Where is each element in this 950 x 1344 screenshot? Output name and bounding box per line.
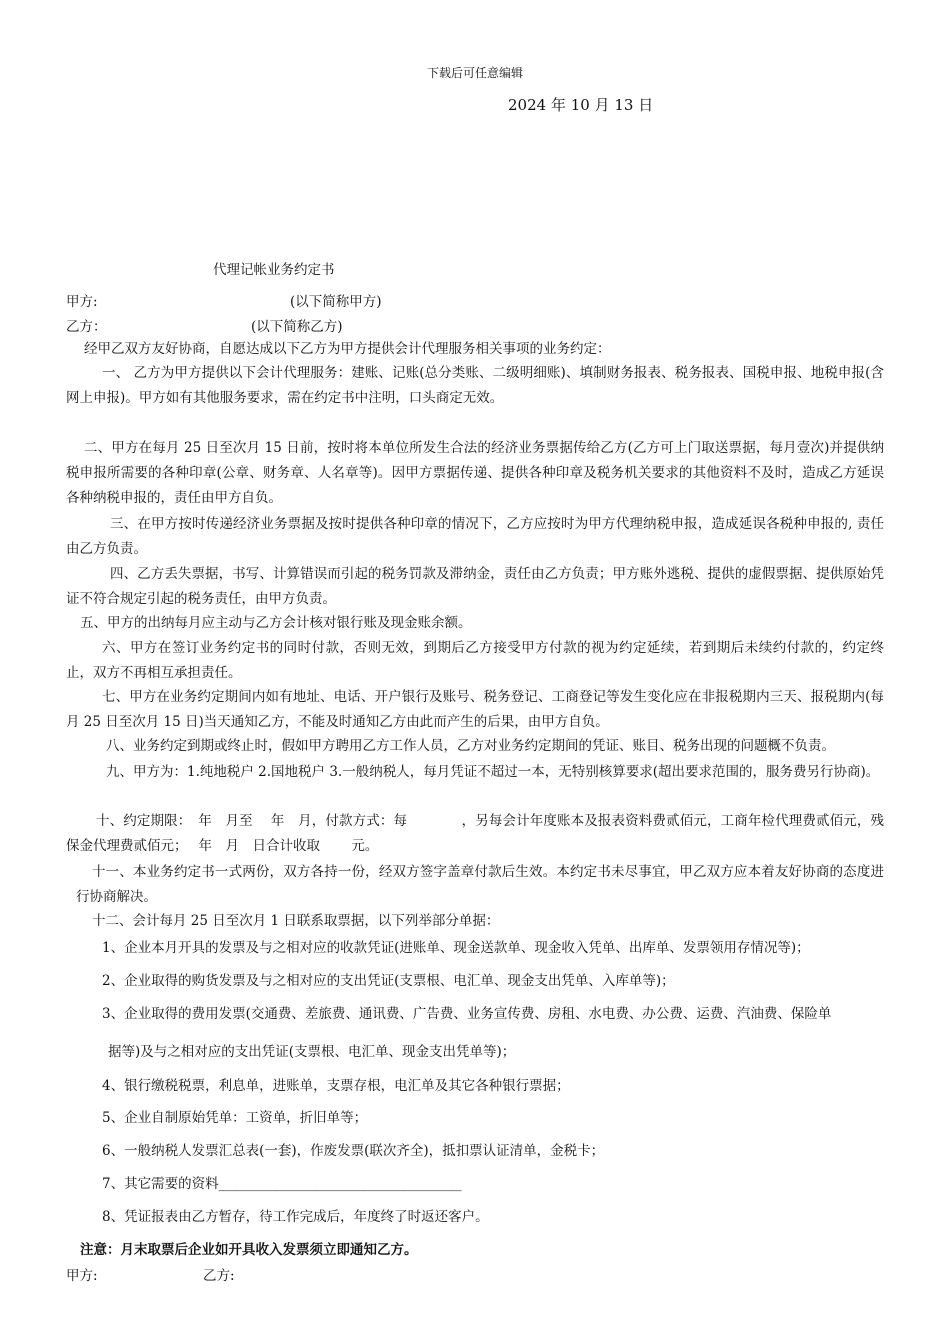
party-b-line <box>66 315 343 335</box>
clause-9: 九、甲方为：1.纯地税户 2.国地税户 3.一般纳税人，每月凭证不超过一本，无特别核算要求(超出要求范围的，服务费另行协商)。 <box>106 764 880 780</box>
party-a-label: 甲方: <box>66 294 98 310</box>
document-item-7: 7、其它需要的资料____________________________________ <box>102 1176 462 1192</box>
document-title: 代理记帐业务约定书 <box>213 262 335 278</box>
document-item-4: 4、银行缴税税票，利息单，进账单，支票存根，电汇单及其它各种银行票据； <box>102 1078 570 1094</box>
intro-paragraph: 经甲乙双方友好协商，自愿达成以下乙方为甲方提供会计代理服务相关事项的业务约定： <box>84 341 611 357</box>
clause-11: 十一、本业务约定书一式两份，双方各持一份，经双方签字盖章付款后生效。本约定书未尽事宜，甲乙双方应本着友好协商的态度进行协商解决。 <box>76 864 884 905</box>
clause-2: 二、甲方在每月 25 日至次月 15 日前，按时将本单位所发生合法的经济业务票据传给乙方(乙方可上门取送票据，每月壹次)并提供纳税申报所需要的各种印章(公章、财务章、人名章等)。因甲方票据传递、提供各种印章及税务机关要求的其他资料不及时，造成乙方延误各种纳税申报的，责任由甲方自负。 <box>66 440 884 506</box>
party-b-suffix: (以下简称乙方) <box>251 319 343 335</box>
header-note: 下载后可任意编辑 <box>426 66 523 80</box>
document-item-8: 8、凭证报表由乙方暂存，待工作完成后，年度终了时返还客户。 <box>102 1209 489 1225</box>
document-item-6: 6、一般纳税人发票汇总表(一套)，作废发票(联次齐全)，抵扣票认证清单，金税卡； <box>102 1143 605 1159</box>
party-a-suffix: (以下简称甲方) <box>290 294 382 310</box>
clause-6: 六、甲方在签订业务约定书的同时付款，否则无效，到期后乙方接受甲方付款的视为约定延续，若到期后未续约付款的，约定终止，双方不再相互承担责任。 <box>66 640 884 681</box>
document-item-3-cont: 据等)及与之相对应的支出凭证(支票根、电汇单、现金支出凭单等)； <box>108 1044 516 1060</box>
signature-party-b: 乙方: <box>203 1268 235 1284</box>
notice-text: 注意：月末取票后企业如开具收入发票须立即通知乙方。 <box>80 1242 418 1258</box>
clause-5: 五、甲方的出纳每月应主动与乙方会计核对银行账及现金账余额。 <box>80 615 472 631</box>
party-b-label: 乙方： <box>66 319 107 335</box>
party-a-line <box>66 290 382 310</box>
document-item-5: 5、企业自制原始凭单：工资单，折旧单等； <box>102 1110 368 1126</box>
document-item-1: 1、企业本月开具的发票及与之相对应的收款凭证(进账单、现金送款单、现金收入凭单、出库单、发票领用存情况等)； <box>102 940 810 956</box>
signature-party-a: 甲方: <box>66 1268 98 1284</box>
clause-7: 七、甲方在业务约定期间内如有地址、电话、开户银行及账号、税务登记、工商登记等发生变化应在非报税期内三天、报税期内(每月 25 日至次月 15 日)当天通知乙方，不能及时通知乙方由此而产生的后果，由甲方自负。 <box>66 689 884 730</box>
document-item-2: 2、企业取得的购货发票及与之相对应的支出凭证(支票根、电汇单、现金支出凭单、入库单等)； <box>102 973 675 989</box>
clause-10: 十、约定期限： 年 月至 年 月，付款方式：每 ，另每会计年度账本及报表资料费贰佰元，工商年检代理费贰佰元，残保金代理费贰佰元； 年 月 日合计收取 元。 <box>66 813 884 854</box>
document-date: 2024 年 10 月 13 日 <box>508 96 654 114</box>
clause-1: 一、 乙方为甲方提供以下会计代理服务：建账、记账(总分类账、二级明细账)、填制财务报表、税务报表、国税申报、地税申报(含网上申报)。甲方如有其他服务要求，需在约定书中注明，口头商定无效。 <box>66 365 884 406</box>
document-item-3: 3、企业取得的费用发票(交通费、差旅费、通讯费、广告费、业务宣传费、房租、水电费、办公费、运费、汽油费、保险单 <box>102 1006 832 1022</box>
clause-3: 三、在甲方按时传递经济业务票据及按时提供各种印章的情况下，乙方应按时为甲方代理纳税申报，造成延误各税种申报的, 责任由乙方负责。 <box>66 516 884 557</box>
clause-12: 十二、会计每月 25 日至次月 1 日联系取票据，以下列举部分单据： <box>92 913 500 929</box>
clause-8: 八、业务约定到期或终止时，假如甲方聘用乙方工作人员，乙方对业务约定期间的凭证、账目、税务出现的问题概不负责。 <box>106 738 835 754</box>
clause-4: 四、乙方丢失票据，书写、计算错误而引起的税务罚款及滞纳金，责任由乙方负责；甲方账外逃税、提供的虚假票据、提供原始凭证不符合规定引起的税务责任，由甲方负责。 <box>66 566 884 607</box>
